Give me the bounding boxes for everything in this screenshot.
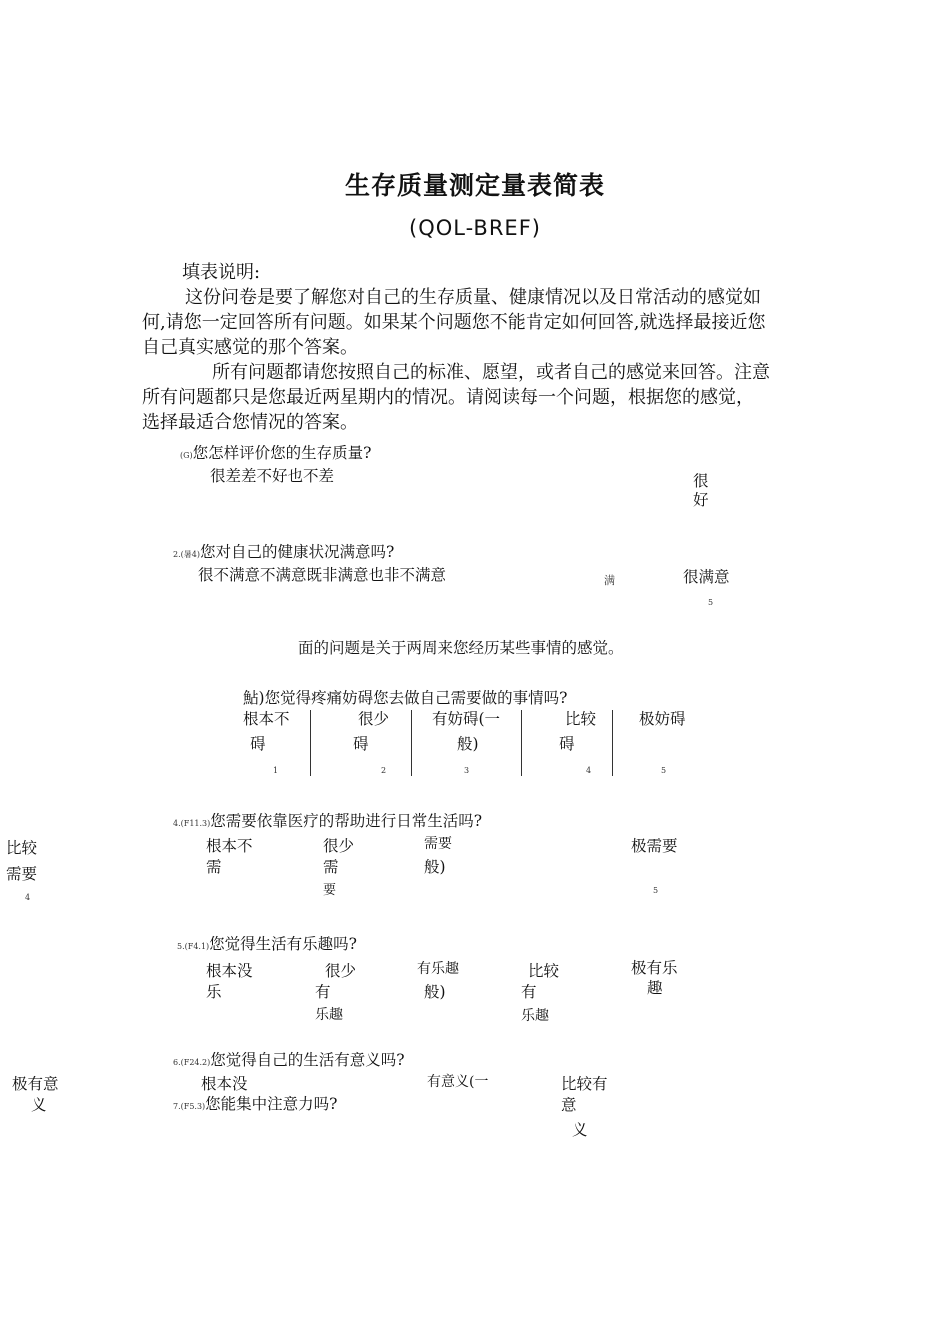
question-6-option-3-a[interactable]: 有意义(一 — [427, 1074, 489, 1090]
question-2-option-end[interactable]: 很满意 — [683, 568, 730, 586]
question-3-divider-2 — [411, 710, 412, 776]
question-3-option-4-a[interactable]: 比较 — [565, 710, 597, 728]
question-2-num-end: 5 — [708, 598, 714, 607]
question-6-left-option-b[interactable]: 义 — [31, 1096, 47, 1114]
question-5-option-5-b[interactable]: 趣 — [647, 979, 663, 997]
question-5-option-2-a[interactable]: 很少 — [325, 962, 357, 980]
question-5-text: 您觉得生活有乐趣吗? — [209, 935, 357, 953]
question-6-option-1-a[interactable]: 根本没 — [201, 1075, 248, 1093]
question-4-text: 您需要依靠医疗的帮助进行日常生活吗? — [210, 812, 483, 830]
question-5-option-2-c[interactable]: 乐趣 — [315, 1007, 343, 1023]
question-5-prefix: 5.( — [177, 942, 188, 951]
question-3-num-3: 3 — [464, 766, 470, 775]
question-3-option-3-a[interactable]: 有妨碍(一 — [432, 710, 501, 728]
instructions-label: 填表说明: — [182, 262, 261, 283]
question-6-code: F24.2) — [183, 1058, 211, 1067]
question-3-num-2: 2 — [381, 766, 387, 775]
question-5-code: F4.1) — [187, 942, 210, 951]
question-3-option-3-b[interactable]: 般) — [457, 735, 479, 753]
question-4-left-option-a[interactable]: 比较 — [6, 839, 38, 857]
question-3-divider-4 — [612, 710, 613, 776]
question-3-option-5-a[interactable]: 极妨碍 — [639, 710, 686, 728]
question-4-num-5: 5 — [653, 886, 659, 895]
question-5-option-3-b[interactable]: 般) — [424, 983, 446, 1001]
question-3-num-1: 1 — [273, 766, 279, 775]
question-6-left-option-a[interactable]: 极有意 — [12, 1075, 59, 1093]
question-5-option-5-a[interactable]: 极有乐 — [631, 959, 678, 977]
question-3-option-4-b[interactable]: 碍 — [559, 735, 575, 753]
question-7-text: 您能集中注意力吗? — [205, 1095, 338, 1113]
question-4 — [173, 809, 482, 831]
question-5-option-4-c[interactable]: 乐趣 — [521, 1008, 549, 1024]
question-4-option-3-b[interactable]: 般) — [424, 858, 446, 876]
question-4-prefix: 4.( — [173, 819, 184, 828]
question-3-num-4: 4 — [586, 766, 592, 775]
instructions-p1-line3: 自己真实感觉的那个答案。 — [142, 337, 358, 358]
question-2 — [173, 540, 394, 562]
question-6 — [173, 1048, 405, 1070]
question-1-option-end-b[interactable]: 好 — [693, 491, 709, 509]
page-title: 生存质量测定量表简表 — [344, 171, 605, 200]
question-4-option-1-a[interactable]: 根本不 — [206, 837, 253, 855]
question-6-text: 您觉得自己的生活有意义吗? — [210, 1051, 405, 1069]
question-1-option-end-a[interactable]: 很 — [693, 472, 709, 490]
question-3-option-1-a[interactable]: 根本不 — [243, 710, 290, 728]
instructions-p2-line2: 所有问题都只是您最近两星期内的情况。请阅读每一个问题，根据您的感觉， — [142, 387, 754, 408]
question-2-prefix: 2.( — [173, 550, 184, 559]
question-3-option-2-a[interactable]: 很少 — [358, 710, 390, 728]
question-4-code: F11.3) — [183, 819, 211, 828]
question-1-prefix: (G) — [180, 451, 193, 460]
instructions-p1-line2: 何,请您一定回答所有问题。如果某个问题您不能肯定如何回答,就选择最接近您 — [142, 312, 766, 333]
question-6-option-4-b[interactable]: 意 — [561, 1096, 577, 1114]
section-note: 面的问题是关于两周来您经历某些事情的感觉。 — [298, 639, 624, 657]
question-1-options[interactable]: 很差差不好也不差 — [210, 467, 335, 485]
question-5-option-4-a[interactable]: 比较 — [528, 962, 560, 980]
question-3-option-1-b[interactable]: 碍 — [250, 735, 266, 753]
question-4-option-5-a[interactable]: 极需要 — [631, 837, 678, 855]
instructions-p1-line1: 这份问卷是要了解您对自己的生存质量、健康情况以及日常活动的感觉如 — [185, 287, 761, 308]
question-6-prefix: 6.( — [173, 1058, 184, 1067]
question-7 — [173, 1092, 337, 1114]
question-3-option-2-b[interactable]: 碍 — [353, 735, 369, 753]
question-5-option-1-a[interactable]: 根本没 — [206, 962, 253, 980]
question-7-code: F5.3) — [183, 1102, 206, 1111]
question-3-divider-3 — [521, 710, 522, 776]
question-2-options[interactable]: 很不满意不满意既非满意也非不满意 — [198, 566, 447, 584]
question-5-option-4-b[interactable]: 有 — [521, 983, 537, 1001]
question-3-num-5: 5 — [661, 766, 667, 775]
question-6-option-4-c[interactable]: 义 — [572, 1121, 588, 1139]
question-2-option-mid[interactable]: 满 — [604, 574, 615, 587]
question-4-option-2-a[interactable]: 很少 — [323, 837, 355, 855]
question-4-left-option-b[interactable]: 需要 — [6, 865, 38, 883]
question-3-divider-1 — [310, 710, 311, 776]
question-3-text: 您觉得疼痛妨碍您去做自己需要做的事情吗? — [264, 689, 568, 707]
question-6-option-4-a[interactable]: 比较有 — [561, 1075, 608, 1093]
question-2-text: 您对自己的健康状况满意吗? — [199, 543, 395, 561]
question-5-option-1-b[interactable]: 乐 — [206, 983, 222, 1001]
instructions-p2-line1: 所有问题都请您按照自己的标准、愿望，或者自己的感觉来回答。注意 — [212, 362, 770, 383]
question-5 — [177, 932, 357, 953]
question-4-option-3-a[interactable]: 需要 — [424, 836, 452, 852]
question-7-prefix: 7.( — [173, 1102, 184, 1111]
question-1 — [180, 441, 371, 463]
question-5-option-3-a[interactable]: 有乐趣 — [417, 961, 459, 977]
question-5-option-2-b[interactable]: 有 — [315, 983, 331, 1001]
question-1-text: 您怎样评价您的生存质量? — [192, 444, 372, 462]
question-3 — [243, 686, 567, 708]
question-4-option-2-c[interactable]: 要 — [323, 883, 337, 898]
instructions-p2-line3: 选择最适合您情况的答案。 — [142, 412, 358, 433]
question-4-option-1-b[interactable]: 需 — [206, 858, 222, 876]
question-4-option-2-b[interactable]: 需 — [323, 858, 339, 876]
question-2-code: 暑4) — [183, 550, 200, 559]
question-3-prefix: 鮎) — [243, 689, 265, 707]
question-4-left-num: 4 — [25, 893, 31, 902]
page-subtitle: (QOL-BREF) — [409, 216, 541, 240]
